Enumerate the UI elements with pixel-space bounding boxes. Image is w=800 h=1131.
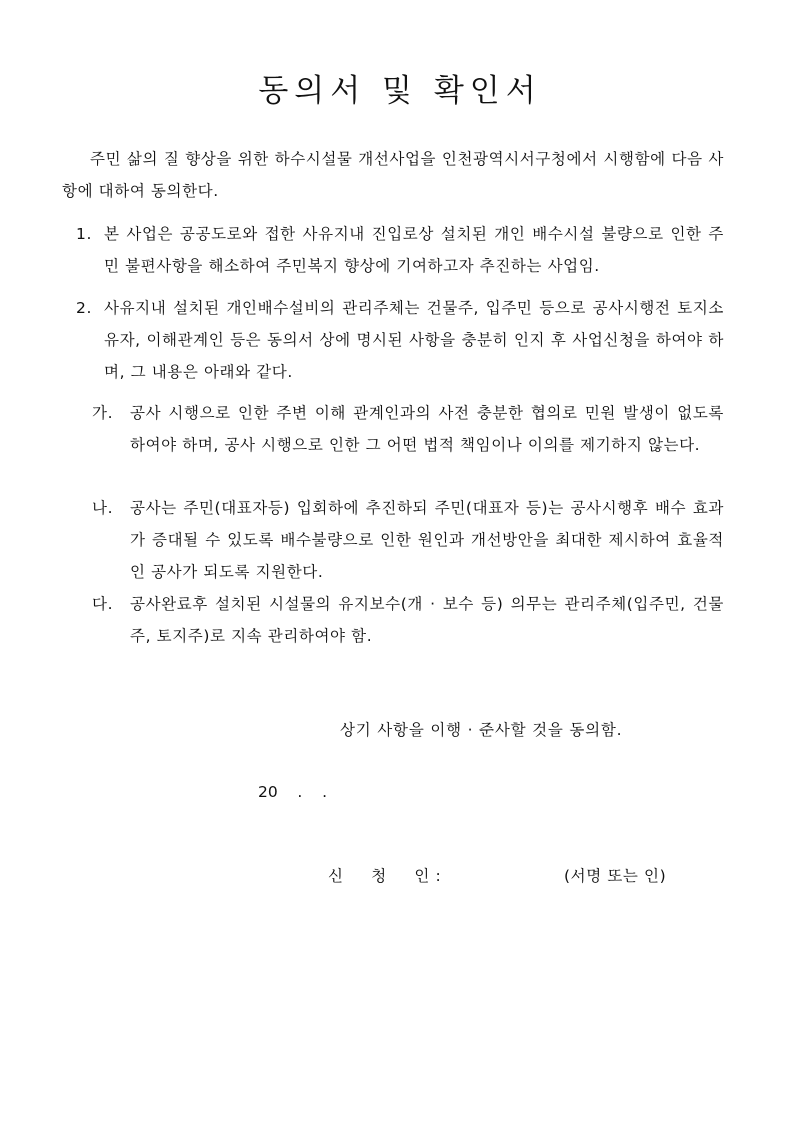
subclause-da xyxy=(92,588,724,652)
subclause-text: 공사 시행으로 인한 주변 이해 관계인과의 사전 충분한 협의로 민원 발생이 없도록 하여야 하며, 공사 시행으로 인한 그 어떤 법적 책임이나 이의를 제기하지 않는다. xyxy=(130,404,724,454)
clause-1 xyxy=(76,218,724,282)
agreement-statement: 상기 사항을 이행 · 준사할 것을 동의함. xyxy=(340,721,623,739)
document-title: 동의서 및 확인서 xyxy=(258,73,542,109)
clause-text: 사유지내 설치된 개인배수설비의 관리주체는 건물주, 입주민 등으로 공사시행전 토지소유자, 이해관계인 등은 동의서 상에 명시된 사항을 충분히 인지 후 사업신청을 하여야 하며, 그 내용은 아래와 같다. xyxy=(104,299,724,381)
clause-number: 2. xyxy=(76,299,92,317)
clause-text: 본 사업은 공공도로와 접한 사유지내 진입로상 설치된 개인 배수시설 불량으로 인한 주민 불편사항을 해소하여 주민복지 향상에 기여하고자 추진하는 사업임. xyxy=(104,225,724,275)
subclause-number: 나. xyxy=(92,499,114,517)
intro-paragraph: 주민 삶의 질 향상을 위한 하수시설물 개선사업을 인천광역시서구청에서 시행함에 다음 사항에 대하여 동의한다. xyxy=(62,150,724,200)
subclause-text: 공사는 주민(대표자등) 입회하에 추진하되 주민(대표자 등)는 공사시행후 배수 효과가 증대될 수 있도록 배수불량으로 인한 원인과 개선방안을 최대한 제시하여 효율적인 공사가 되도록 지원한다. xyxy=(130,499,724,581)
date-field: 20 . . xyxy=(258,783,327,801)
applicant-line xyxy=(328,860,441,892)
clause-2 xyxy=(76,292,724,388)
subclause-text: 공사완료후 설치된 시설물의 유지보수(개 · 보수 등) 의무는 관리주체(입주민, 건물주, 토지주)로 지속 관리하여야 함. xyxy=(130,595,724,645)
subclause-number: 다. xyxy=(92,595,114,613)
subclause-ga xyxy=(92,397,724,461)
signature-note: (서명 또는 인) xyxy=(564,867,667,885)
subclause-number: 가. xyxy=(92,404,114,422)
subclause-na xyxy=(92,492,724,588)
clause-number: 1. xyxy=(76,225,92,243)
applicant-label: 신 청 인 : xyxy=(328,867,442,885)
